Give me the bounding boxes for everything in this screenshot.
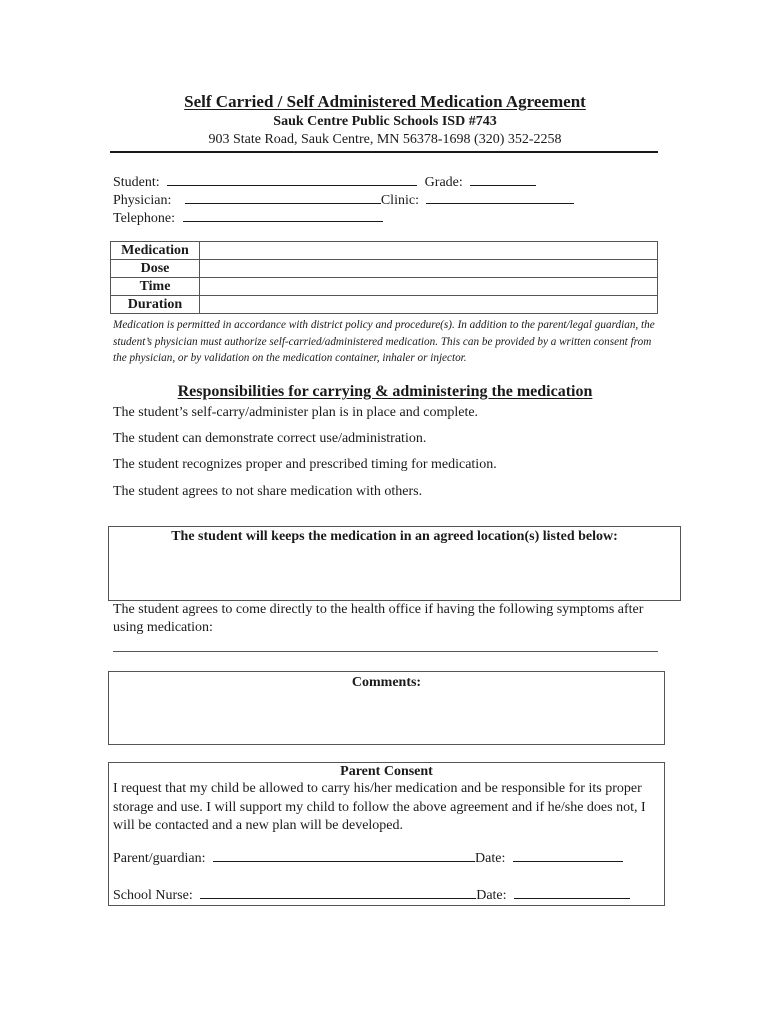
header-divider (110, 151, 658, 153)
responsibility-item: The student agrees to not share medication with others. (113, 484, 423, 499)
table-row (111, 260, 658, 278)
location-box[interactable] (108, 526, 681, 601)
symptoms-field[interactable] (113, 651, 658, 652)
medication-table (110, 241, 658, 314)
medication-field[interactable] (200, 242, 658, 260)
student-label: Student: (113, 175, 160, 190)
parent-date-field[interactable] (513, 848, 623, 862)
nurse-signature-row (113, 885, 664, 904)
parent-signature-field[interactable] (213, 848, 475, 862)
comments-box[interactable] (108, 671, 665, 745)
school-address: 903 State Road, Sauk Centre, MN 56378-1698 (320) 352-2258 (208, 132, 562, 147)
parent-consent-title: Parent Consent (340, 764, 433, 779)
duration-field[interactable] (200, 296, 658, 314)
document-title: Self Carried / Self Administered Medication Agreement (184, 92, 586, 111)
responsibility-item: The student can demonstrate correct use/administration. (113, 431, 427, 446)
parent-consent-text: I request that my child be allowed to carry his/her medication and be responsible for its proper storage and use. I will support my child to follow the above agreement and if he/she does not, I will be contacted and a new plan will be developed. (113, 781, 646, 833)
location-box-title: The student will keeps the medication in an agreed location(s) listed below: (171, 529, 618, 544)
physician-label: Physician: (113, 193, 172, 208)
grade-label: Grade: (424, 175, 463, 190)
table-row (111, 242, 658, 260)
clinic-field[interactable] (426, 190, 574, 204)
time-field[interactable] (200, 278, 658, 296)
telephone-row (113, 208, 383, 227)
table-row (111, 296, 658, 314)
comments-title: Comments: (351, 675, 422, 690)
table-row (111, 278, 658, 296)
dose-field[interactable] (200, 260, 658, 278)
dose-label: Dose (111, 260, 200, 278)
time-label: Time (111, 278, 200, 296)
medication-label: Medication (111, 242, 200, 260)
physician-field[interactable] (185, 190, 381, 204)
telephone-label: Telephone: (113, 211, 175, 226)
grade-field[interactable] (470, 172, 536, 186)
responsibilities-title: Responsibilities for carrying & administering the medication (177, 383, 593, 400)
nurse-signature-field[interactable] (200, 885, 476, 899)
school-name: Sauk Centre Public Schools ISD #743 (273, 114, 497, 129)
responsibility-item: The student’s self-carry/administer plan is in place and complete. (113, 405, 479, 420)
symptoms-statement: The student agrees to come directly to the health office if having the following symptoms after using medication: (113, 602, 644, 635)
clinic-label: Clinic: (380, 193, 419, 208)
parent-date-label: Date: (475, 850, 506, 866)
student-field[interactable] (167, 172, 417, 186)
nurse-date-label: Date: (476, 887, 507, 903)
responsibility-item: The student recognizes proper and prescribed timing for medication. (113, 457, 497, 472)
physician-row (113, 190, 574, 209)
parent-guardian-label: Parent/guardian: (113, 850, 206, 866)
medication-policy-note: Medication is permitted in accordance with district policy and procedure(s). In addition to the parent/legal guardian, the student’s physician must authorize self-carried/administered medication. This can be provided by a written consent from the physician, or by validation on the medication container, inhaler or injector. (113, 319, 655, 364)
nurse-date-field[interactable] (514, 885, 630, 899)
parent-signature-row (113, 848, 664, 867)
school-nurse-label: School Nurse: (113, 887, 193, 903)
telephone-field[interactable] (183, 208, 383, 222)
duration-label: Duration (111, 296, 200, 314)
student-row (113, 172, 536, 191)
parent-consent-box (108, 762, 665, 906)
